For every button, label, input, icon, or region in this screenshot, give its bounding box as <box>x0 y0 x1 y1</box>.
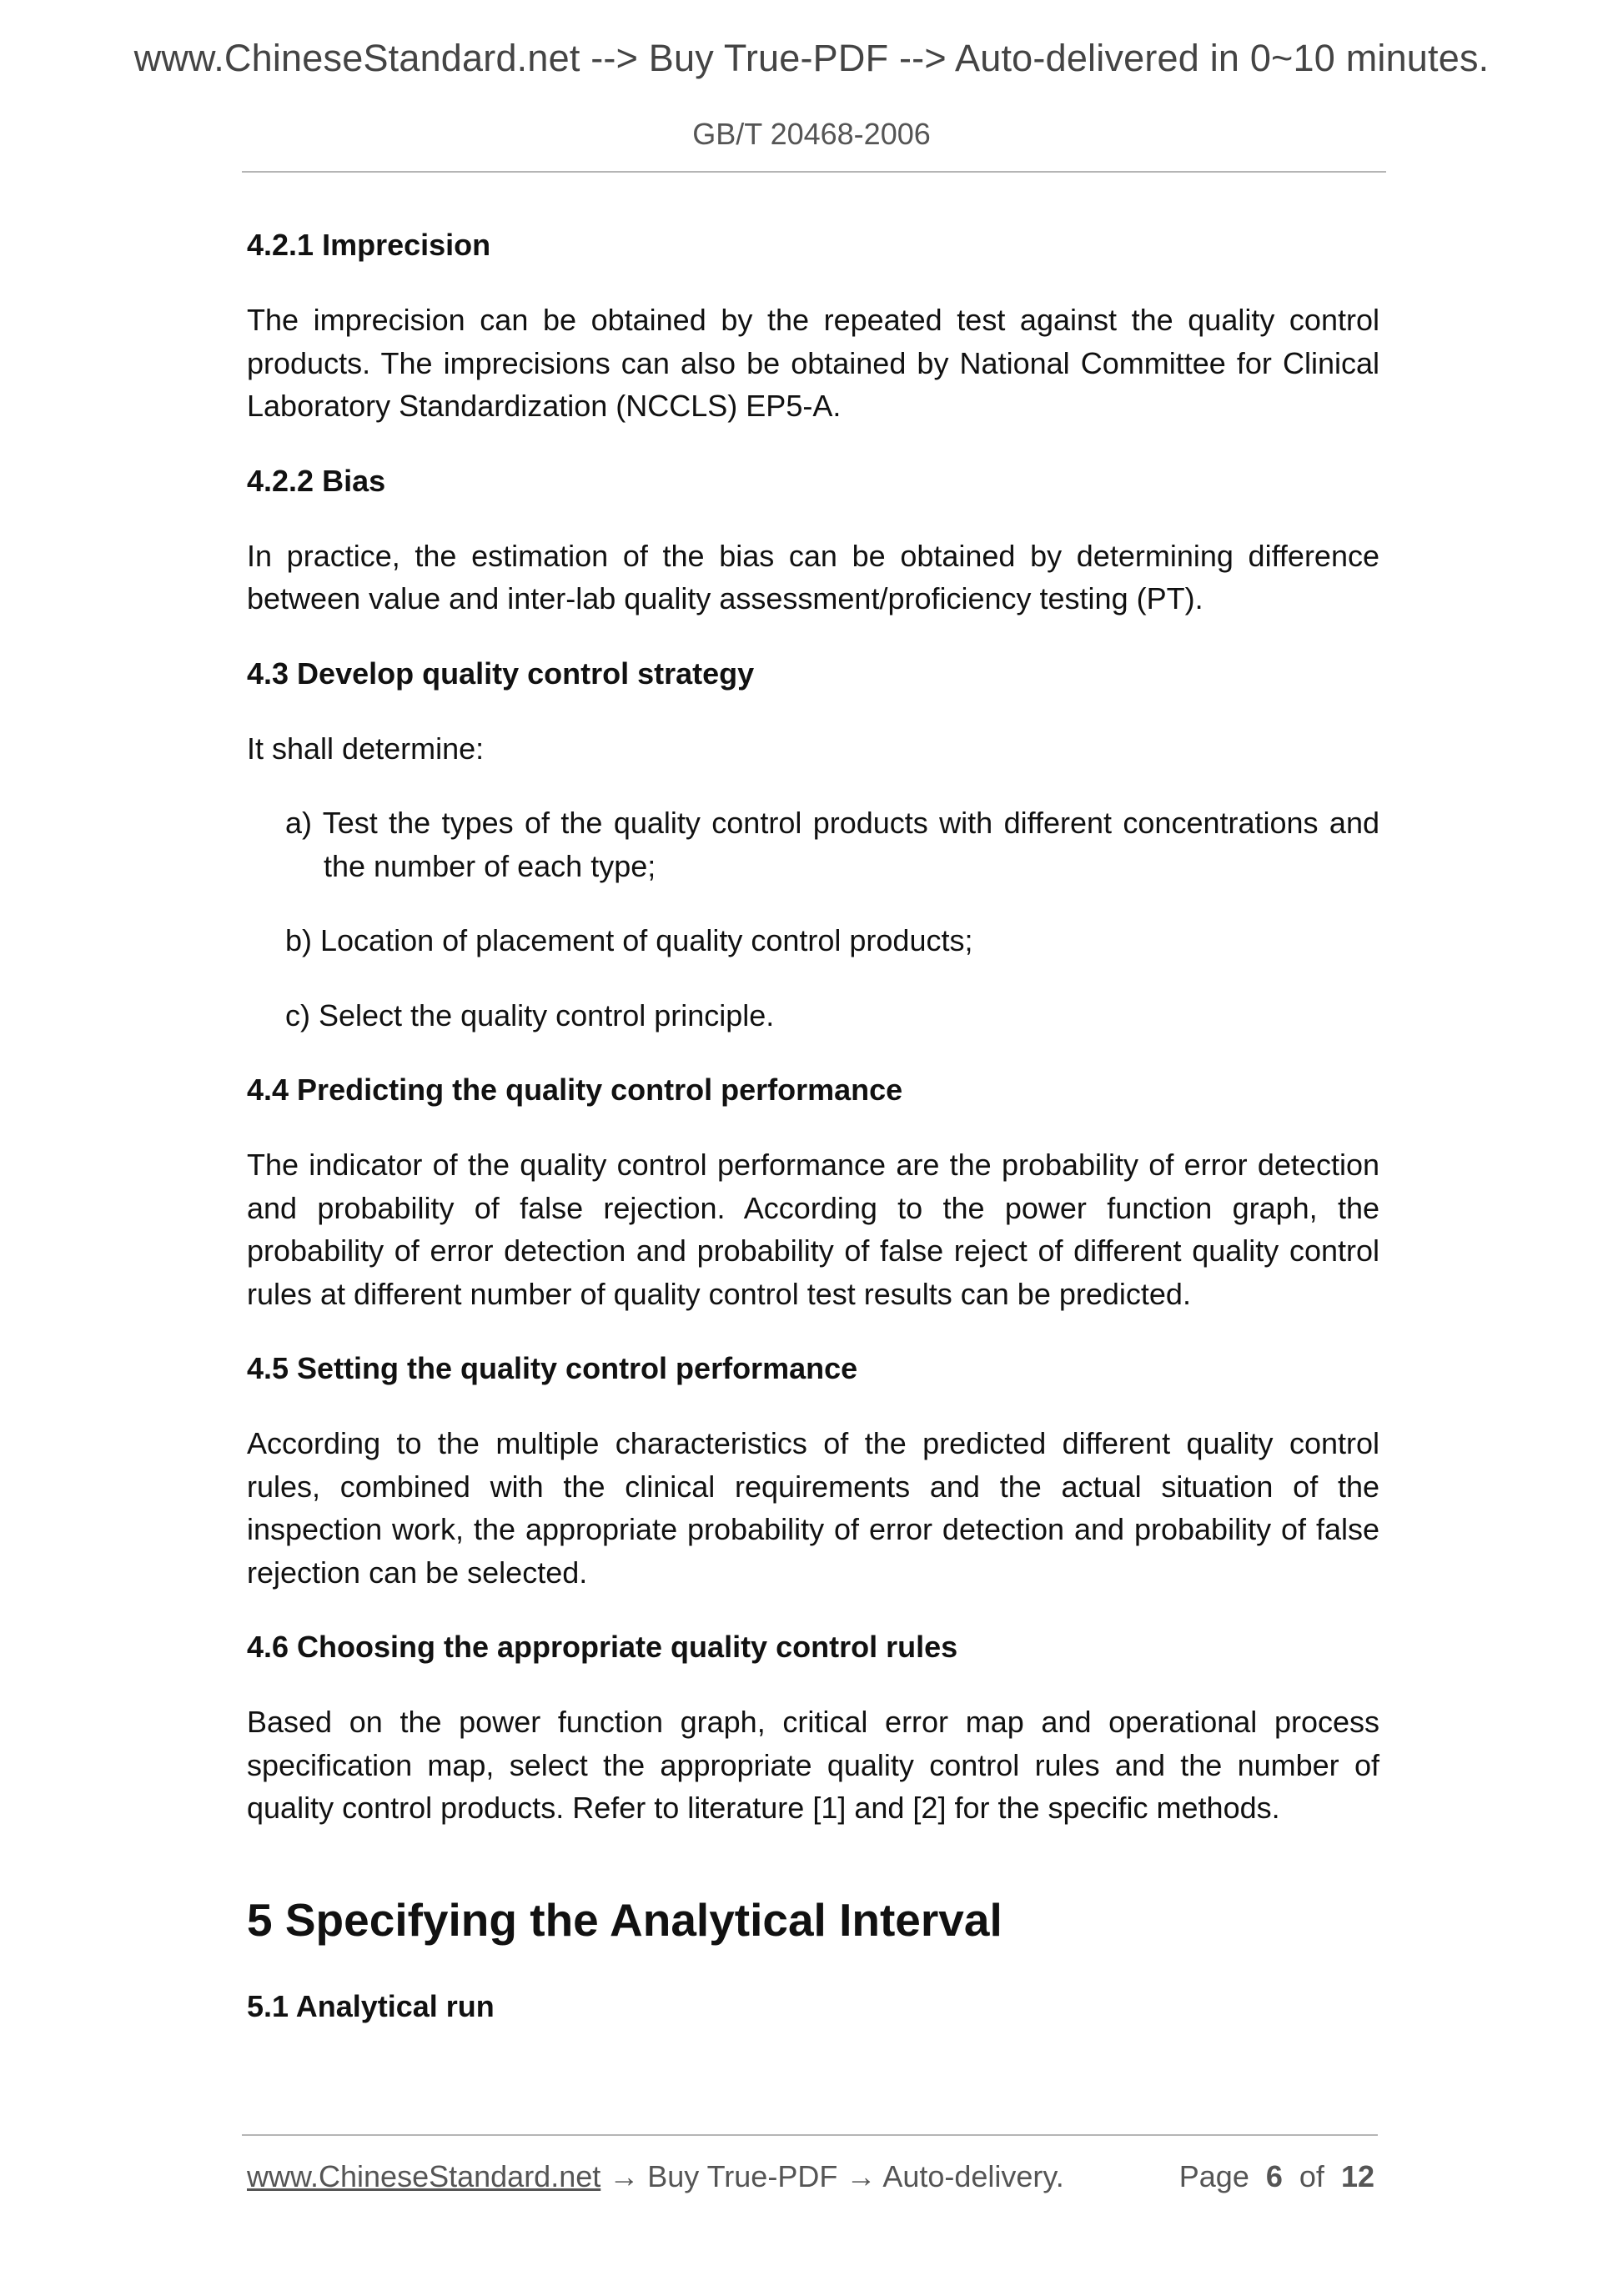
paragraph-determine-intro: It shall determine: <box>247 731 485 766</box>
footer-left <box>247 2155 1064 2198</box>
heading-4-5: 4.5 Setting the quality control performance <box>247 1351 858 1385</box>
heading-4-4: 4.4 Predicting the quality control performance <box>247 1073 903 1107</box>
header-divider <box>242 171 1386 173</box>
heading-4-6: 4.6 Choosing the appropriate quality control rules <box>247 1630 958 1664</box>
paragraph-imprecision: The imprecision can be obtained by the repeated test against the quality control products. The imprecisions can also be obtained by National Committee for Clinical Laboratory Standardization (NCCLS) EP5-A. <box>247 303 1379 423</box>
page-total: 12 <box>1340 2159 1374 2193</box>
paragraph-bias: In practice, the estimation of the bias can be obtained by determining difference between value and inter-lab quality assessment/proficiency testing (PT). <box>247 538 1379 615</box>
heading-4-3: 4.3 Develop quality control strategy <box>247 656 755 691</box>
list-item-a: a) Test the types of the quality control products with different concentrations and the number of each type; <box>285 806 1379 883</box>
of-label: of <box>1299 2159 1324 2193</box>
heading-4-2-2: 4.2.2 Bias <box>247 463 386 498</box>
heading-5: 5 Specifying the Analytical Interval <box>247 1893 1002 1946</box>
document-id: GB/T 20468-2006 <box>692 117 931 151</box>
heading-4-2-1: 4.2.1 Imprecision <box>247 228 491 262</box>
page-content <box>247 224 1379 2060</box>
page-indicator <box>1179 2155 1374 2198</box>
paragraph-setting: According to the multiple characteristics of the predicted different quality control rules, combined with the clinical requirements and the actual situation of the inspection work, the appropriate probability of error detection and probability of false rejection can be selected. <box>247 1426 1379 1590</box>
page-number: 6 <box>1265 2159 1283 2193</box>
footer-site-link[interactable]: www.ChineseStandard.net <box>247 2159 601 2193</box>
list-item-b: b) Location of placement of quality control products; <box>285 923 973 957</box>
footer-divider <box>242 2134 1378 2136</box>
heading-5-1: 5.1 Analytical run <box>247 1988 495 2023</box>
paragraph-choosing: Based on the power function graph, critical error map and operational process specification map, select the appropriate quality control rules and the number of quality control products. Refer to literature [1] and [2] for the specific methods. <box>247 1705 1379 1825</box>
footer-tagline: → Buy True-PDF → Auto-delivery. <box>600 2159 1064 2193</box>
list-item-c: c) Select the quality control principle. <box>285 997 775 1032</box>
paragraph-predicting: The indicator of the quality control performance are the probability of error detection and probability of false rejection. According to the power function graph, the probability of error detection and probability of false reject of different quality control rules at different number of quality control test results can be predicted. <box>247 1148 1379 1311</box>
top-banner: www.ChineseStandard.net --> Buy True-PDF --> Auto-delivered in 0~10 minutes. <box>133 37 1490 79</box>
page-label: Page <box>1178 2159 1249 2193</box>
